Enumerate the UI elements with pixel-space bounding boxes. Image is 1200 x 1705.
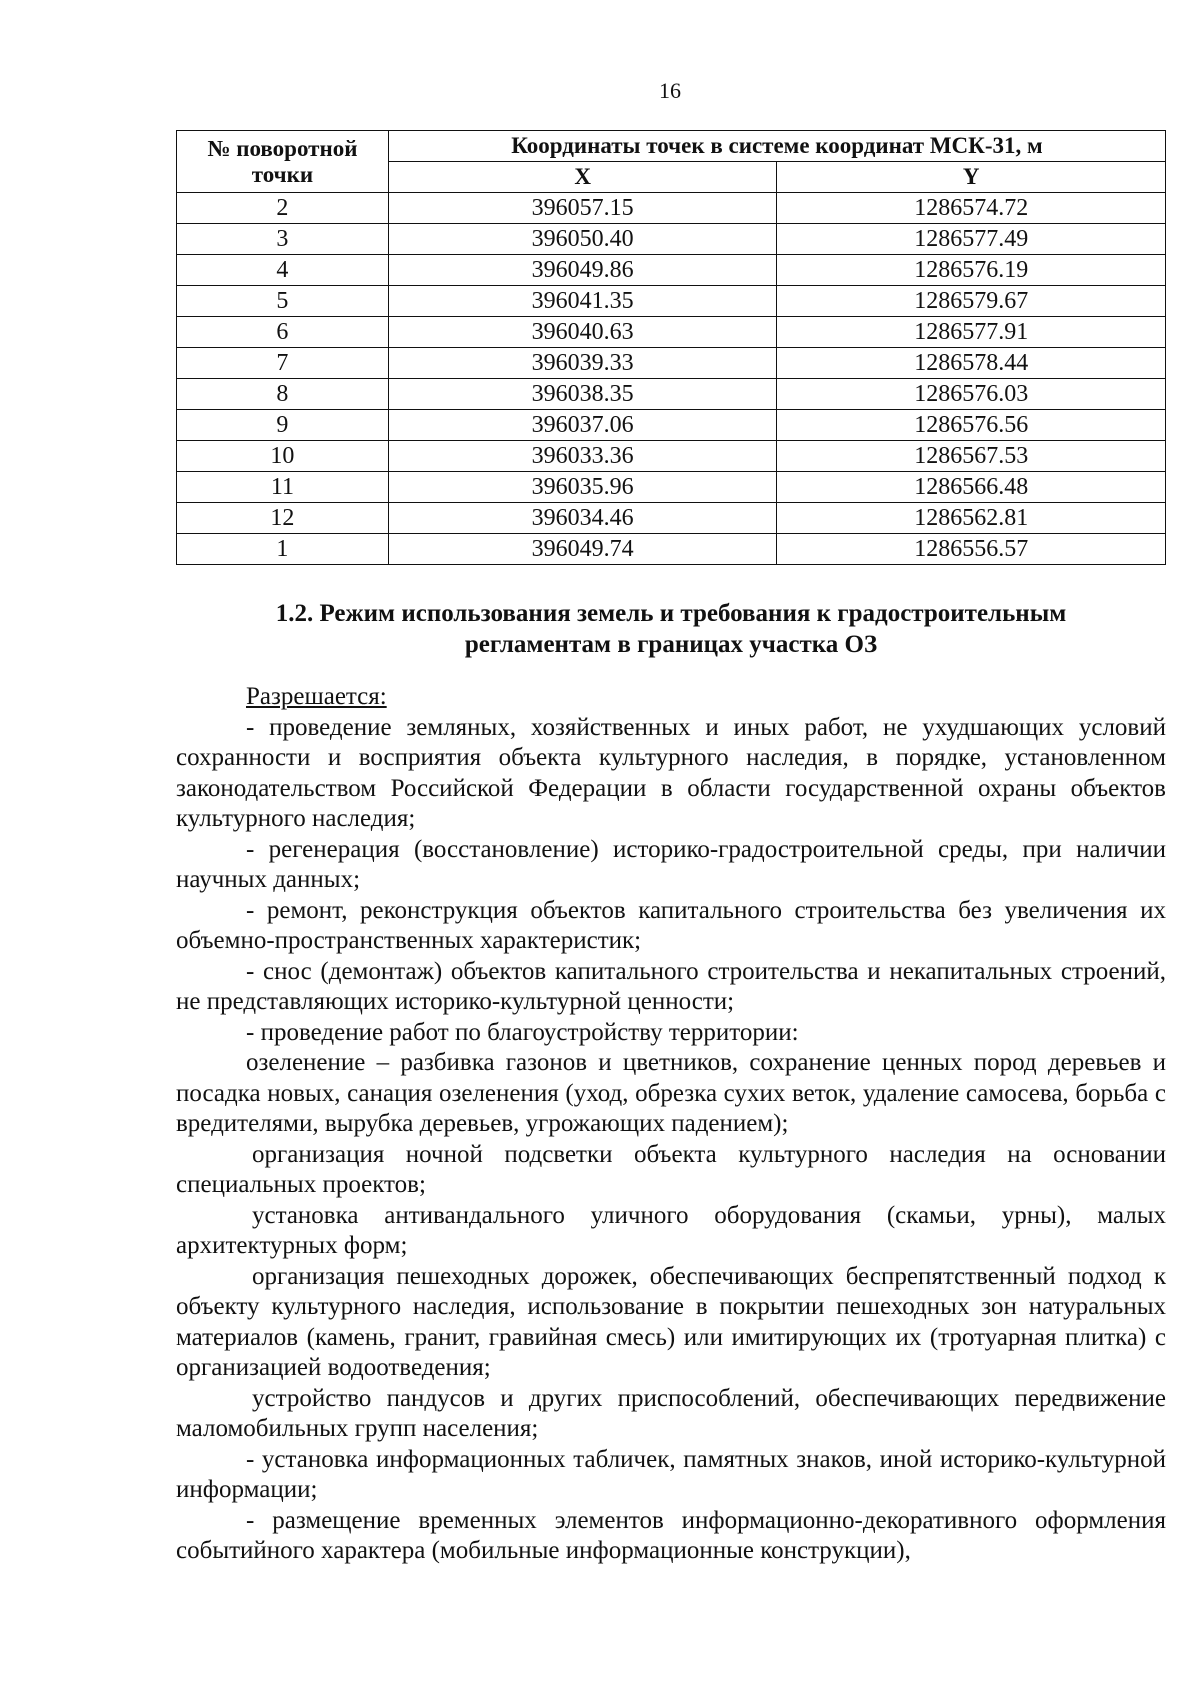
table-row <box>177 348 1166 379</box>
x-coordinate-cell: 396057.15 <box>388 193 777 224</box>
paragraph: организация пешеходных дорожек, обеспечивающих беспрепятственный подход к объекту культурного наследия, использование в покрытии пешеходных зон натуральных материалов (камень, гранит, гравийная смесь) или имитирующих их (тротуарная плитка) с организацией водоотведения; <box>176 1262 1166 1381</box>
paragraph: установка антивандального уличного оборудования (скамьи, урны), малых архитектурных форм; <box>176 1201 1166 1259</box>
point-number-cell: 2 <box>177 193 389 224</box>
section-title-line-1: 1.2. Режим использования земель и требования к градостроительным <box>275 600 1067 627</box>
x-coordinate-cell: 396035.96 <box>388 472 777 503</box>
table-row <box>177 379 1166 410</box>
table-row <box>177 410 1166 441</box>
y-coordinate-cell: 1286576.56 <box>777 410 1166 441</box>
point-number-cell: 8 <box>177 379 389 410</box>
x-coordinate-cell: 396033.36 <box>388 441 777 472</box>
y-coordinate-cell: 1286578.44 <box>777 348 1166 379</box>
point-number-cell: 12 <box>177 503 389 534</box>
x-coordinate-cell: 396049.74 <box>388 534 777 565</box>
paragraph: устройство пандусов и других приспособлений, обеспечивающих передвижение маломобильных групп населения; <box>176 1384 1166 1442</box>
y-coordinate-cell: 1286576.03 <box>777 379 1166 410</box>
point-number-cell: 1 <box>177 534 389 565</box>
allowed-label: Разрешается: <box>246 683 387 710</box>
paragraph: - размещение временных элементов информационно-декоративного оформления событийного характера (мобильные информационные конструкции), <box>176 1506 1166 1564</box>
point-number-cell: 5 <box>177 286 389 317</box>
header-y: Y <box>777 162 1166 193</box>
x-coordinate-cell: 396034.46 <box>388 503 777 534</box>
y-coordinate-cell: 1286577.49 <box>777 224 1166 255</box>
table-row <box>177 534 1166 565</box>
y-coordinate-cell: 1286577.91 <box>777 317 1166 348</box>
y-coordinate-cell: 1286556.57 <box>777 534 1166 565</box>
paragraph: - регенерация (восстановление) историко-градостроительной среды, при наличии научных данных; <box>176 835 1166 893</box>
header-point-number: № поворотной точки <box>177 131 389 193</box>
paragraph: - снос (демонтаж) объектов капитального строительства и некапитальных строений, не представляющих историко-культурной ценности; <box>176 957 1166 1015</box>
table-row <box>177 441 1166 472</box>
x-coordinate-cell: 396037.06 <box>388 410 777 441</box>
point-number-cell: 9 <box>177 410 389 441</box>
paragraph: - ремонт, реконструкция объектов капитального строительства без увеличения их объемно-пространственных характеристик; <box>176 896 1166 954</box>
paragraph: озеленение – разбивка газонов и цветников, сохранение ценных пород деревьев и посадка новых, санация озеленения (уход, обрезка сухих веток, удаление самосева, борьба с вредителями, вырубка деревьев, угрожающих падением); <box>176 1049 1166 1137</box>
x-coordinate-cell: 396038.35 <box>388 379 777 410</box>
y-coordinate-cell: 1286567.53 <box>777 441 1166 472</box>
y-coordinate-cell: 1286574.72 <box>777 193 1166 224</box>
point-number-cell: 7 <box>177 348 389 379</box>
table-row <box>177 286 1166 317</box>
x-coordinate-cell: 396040.63 <box>388 317 777 348</box>
point-number-cell: 4 <box>177 255 389 286</box>
section-title-line-2: регламентам в границах участка ОЗ <box>464 631 878 658</box>
table-row <box>177 503 1166 534</box>
table-body <box>177 193 1166 565</box>
table-row <box>177 255 1166 286</box>
paragraph: - проведение земляных, хозяйственных и иных работ, не ухудшающих условий сохранности и восприятия объекта культурного наследия, в порядке, установленном законодательством Российской Федерации в области государственной охраны объектов культурного наследия; <box>176 713 1166 832</box>
header-coordinates: Координаты точек в системе координат МСК-31, м <box>388 131 1165 162</box>
table-row <box>177 317 1166 348</box>
point-number-cell: 6 <box>177 317 389 348</box>
table-row <box>177 472 1166 503</box>
x-coordinate-cell: 396041.35 <box>388 286 777 317</box>
point-number-cell: 10 <box>177 441 389 472</box>
paragraph: - проведение работ по благоустройству территории: <box>246 1018 799 1046</box>
x-coordinate-cell: 396049.86 <box>388 255 777 286</box>
page-number: 16 <box>659 78 681 103</box>
paragraph: организация ночной подсветки объекта культурного наследия на основании специальных проектов; <box>176 1140 1166 1198</box>
coordinates-table <box>176 130 1166 565</box>
header-x: X <box>388 162 777 193</box>
point-number-cell: 11 <box>177 472 389 503</box>
y-coordinate-cell: 1286579.67 <box>777 286 1166 317</box>
point-number-cell: 3 <box>177 224 389 255</box>
table-row <box>177 193 1166 224</box>
body-text <box>176 682 1166 1567</box>
y-coordinate-cell: 1286562.81 <box>777 503 1166 534</box>
x-coordinate-cell: 396039.33 <box>388 348 777 379</box>
y-coordinate-cell: 1286576.19 <box>777 255 1166 286</box>
y-coordinate-cell: 1286566.48 <box>777 472 1166 503</box>
table-row <box>177 224 1166 255</box>
x-coordinate-cell: 396050.40 <box>388 224 777 255</box>
section-title <box>176 598 1166 660</box>
paragraph: - установка информационных табличек, памятных знаков, иной историко-культурной информации; <box>176 1445 1166 1503</box>
